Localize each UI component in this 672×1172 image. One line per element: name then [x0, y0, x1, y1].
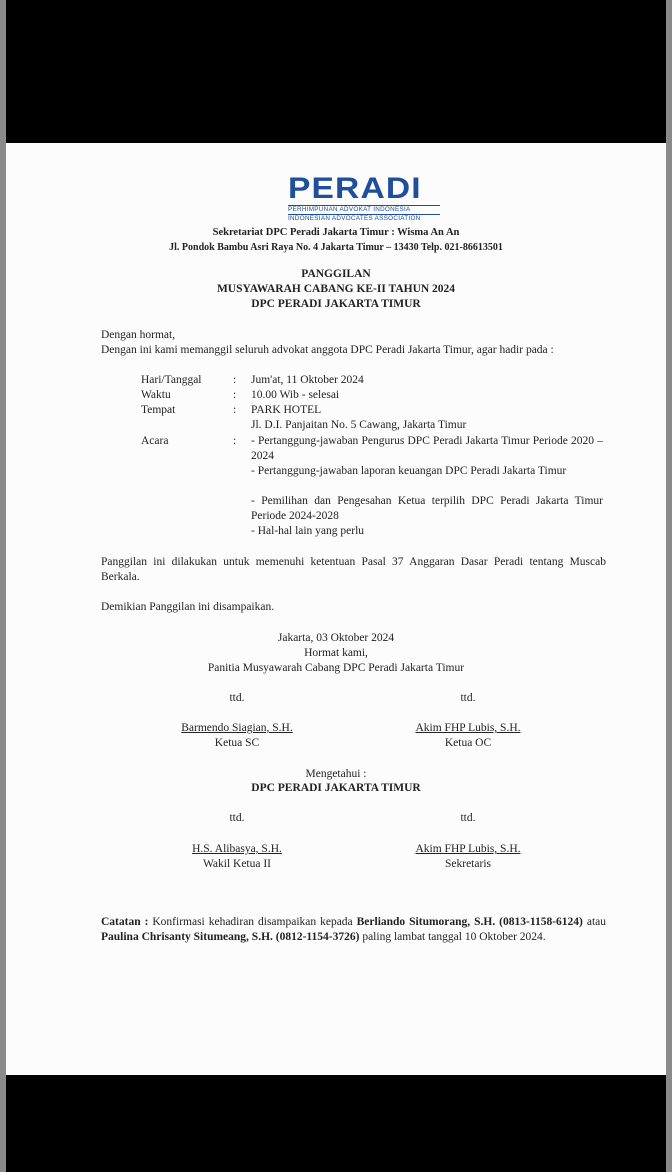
right-frame-edge: [666, 0, 672, 1172]
signatory-4-name: Akim FHP Lubis, S.H.: [415, 843, 521, 855]
signatory-1-name: Barmendo Siagian, S.H.: [181, 722, 293, 734]
place-label: Tempat: [141, 404, 176, 416]
signatory-2-role: Ketua OC: [444, 737, 492, 749]
committee-name: Panitia Musyawarah Cabang DPC Peradi Jakarta Timur: [207, 662, 465, 674]
note-label: Catatan :: [101, 916, 149, 928]
acknowledged-label: Mengetahui :: [305, 768, 367, 780]
time-value: 10.00 Wib - selesai: [251, 389, 340, 401]
place-date: Jakarta, 03 Oktober 2024: [277, 632, 395, 644]
time-label: Waktu: [141, 389, 171, 401]
acknowledging-org: DPC PERADI JAKARTA TIMUR: [251, 782, 421, 794]
bottom-black-bar: [6, 1075, 666, 1172]
signatory-2-name: Akim FHP Lubis, S.H.: [415, 722, 521, 734]
note-paragraph: [101, 915, 606, 945]
agenda-item: - Pemilihan dan Pengesahan Ketua terpilih DPC Peradi Jakarta Timur Periode 2024-2028: [251, 495, 603, 522]
note-text: paling lambat tanggal 10 Oktober 2024.: [359, 931, 546, 943]
agenda-colon: :: [233, 435, 237, 447]
peradi-logo: [288, 172, 440, 223]
signature-placeholder: ttd.: [229, 692, 245, 704]
logo-subtitle-id: PERHIMPUNAN ADVOKAT INDONESIA: [288, 205, 440, 215]
agenda-item: - Pertanggung-jawaban Pengurus DPC Peradi Jakarta Timur Periode 2020 – 2024: [251, 435, 603, 462]
address-line: Jl. Pondok Bambu Asri Raya No. 4 Jakarta Timur – 13430 Telp. 021-86613501: [169, 242, 503, 253]
logo-subtitle-en: INDONESIAN ADVOCATES ASSOCIATION: [288, 215, 421, 222]
signatory-3-name: H.S. Alibasya, S.H.: [192, 843, 282, 855]
note-text: Konfirmasi kehadiran disampaikan kepada: [148, 916, 357, 928]
date-value: Jum'at, 11 Oktober 2024: [251, 374, 364, 386]
secretariat-line: Sekretariat DPC Peradi Jakarta Timur : Wisma An An: [212, 227, 460, 238]
date-colon: :: [233, 374, 237, 386]
date-label: Hari/Tanggal: [141, 374, 202, 386]
agenda-label: Acara: [141, 435, 169, 447]
basis-paragraph: Panggilan ini dilakukan untuk memenuhi ketentuan Pasal 37 Anggaran Dasar Peradi tentang Muscab Berkala.: [101, 556, 606, 583]
signatory-1-role: Ketua SC: [214, 737, 260, 749]
signatory-3-role: Wakil Ketua II: [202, 858, 272, 870]
signature-placeholder: ttd.: [460, 692, 476, 704]
signature-placeholder: ttd.: [229, 812, 245, 824]
place-value: PARK HOTEL: [251, 404, 322, 416]
title-line-1: PANGGILAN: [301, 268, 371, 280]
agenda-item: - Pertanggung-jawaban laporan keuangan DPC Peradi Jakarta Timur: [251, 465, 567, 477]
title-line-3: DPC PERADI JAKARTA TIMUR: [251, 298, 421, 310]
agenda-item: - Hal-hal lain yang perlu: [251, 525, 365, 537]
letter-page: [6, 143, 666, 1075]
closing-sentence: Demikian Panggilan ini disampaikan.: [101, 601, 275, 613]
note-contact-2: Paulina Chrisanty Situmeang, S.H. (0812-1154-3726): [101, 931, 360, 943]
note-text: atau: [582, 916, 606, 928]
time-colon: :: [233, 389, 237, 401]
signatory-4-role: Sekretaris: [445, 858, 491, 870]
logo-wordmark: PERADI: [288, 172, 422, 205]
place-colon: :: [233, 404, 237, 416]
title-line-2: MUSYAWARAH CABANG KE-II TAHUN 2024: [216, 283, 456, 295]
regards: Hormat kami,: [304, 647, 368, 659]
place-address: Jl. D.I. Panjaitan No. 5 Cawang, Jakarta Timur: [251, 419, 467, 431]
signature-placeholder: ttd.: [460, 812, 476, 824]
intro-paragraph: Dengan ini kami memanggil seluruh advokat anggota DPC Peradi Jakarta Timur, agar hadir pada :: [101, 344, 554, 356]
note-contact-1: Berliando Situmorang, S.H. (0813-1158-6124): [356, 916, 583, 928]
greeting: Dengan hormat,: [101, 329, 176, 341]
